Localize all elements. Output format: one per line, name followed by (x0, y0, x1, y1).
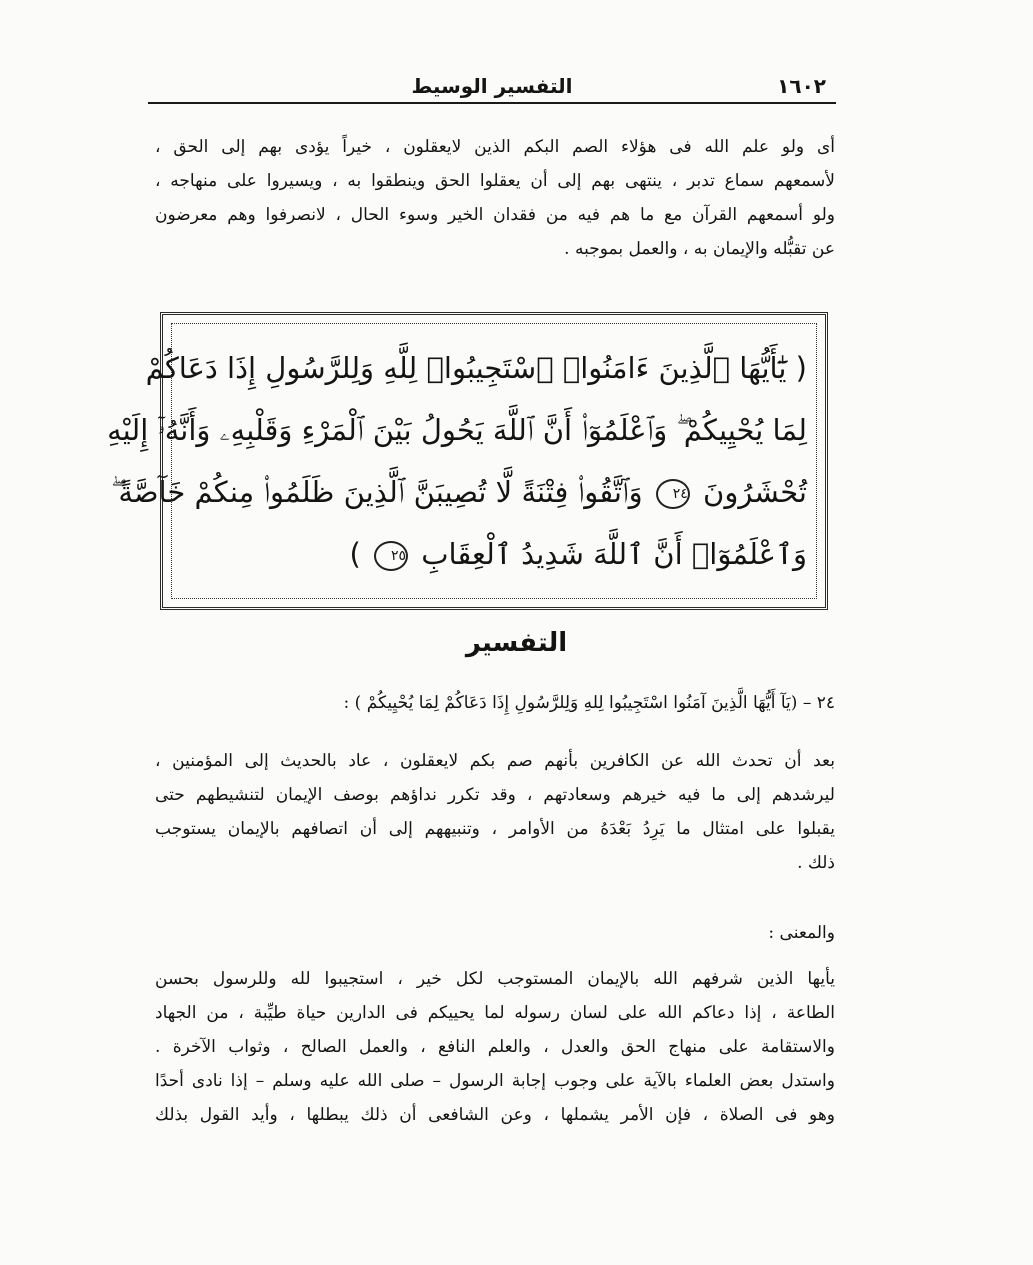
meaning-line: والاستقامة على منهاج الحق والعدل ، والعلم النافع ، والعمل الصالح ، وثواب الآخرة . (155, 1037, 835, 1057)
meaning-paragraph (155, 962, 835, 1132)
meaning-line: الطاعة ، إذا دعاكم الله على لسان رسوله لما يحييكم فى الدارين حياة طيِّبة ، من الجهاد (155, 1003, 835, 1023)
quran-verse-frame (107, 312, 828, 610)
commentary-line: ليرشدهم إلى ما فيه خيرهم وسعادتهم ، وقد تكرر نداؤهم بوصف الإيمان لتنشيطهم حتى (155, 785, 835, 805)
intro-line: عن تقبُّله والإيمان به ، والعمل بموجبه . (564, 239, 835, 259)
verse-line (181, 523, 807, 585)
intro-line: أى ولو علم الله فى هؤلاء الصم البكم الذين لايعقلون ، خيراً يؤدى بهم إلى الحق ، (155, 137, 835, 157)
ayah-number-marker: ٢٤ (656, 479, 690, 509)
verse-line: ( يَٰٓأَيُّهَا ٱلَّذِينَ ءَامَنُوا۟ ٱسْتَجِيبُوا۟ لِلَّهِ وَلِلرَّسُولِ إِذَا دَعَاكُمْ (145, 351, 807, 385)
commentary-paragraph (155, 744, 835, 880)
verse-segment: ) (349, 537, 361, 571)
intro-line: ولو أسمعهم القرآن مع ما هم فيه من فقدان الخير وسوء الحال ، لانصرفوا وهم معرضون (155, 205, 835, 225)
verse-line (111, 461, 807, 523)
commentary-line: ذلك . (797, 853, 835, 873)
intro-paragraph (155, 130, 835, 266)
verse-reference: ٢٤ – (يَآ أَيُّهَا الَّذِينَ آمَنُوا اسْتَجِيبُوا لِلهِ وَلِلرَّسُولِ إِذَا دَعَاكُمْ لِمَا يُحْيِيكُمْ ) : (343, 693, 835, 713)
meaning-line: وهو فى الصلاة ، فإن الأمر يشملها ، وعن الشافعى أن ذلك يبطلها ، وأيد القول بذلك (155, 1105, 835, 1125)
meaning-line: يأيها الذين شرفهم الله بالإيمان المستوجب لكل خير ، استجيبوا لله وللرسول بحسن (155, 969, 835, 989)
verse-line: لِمَا يُحْيِيكُمْ ۖ وَٱعْلَمُوٓا۟ أَنَّ ٱللَّهَ يَحُولُ بَيْنَ ٱلْمَرْءِ وَقَلْبِهِۦ وَأَنَّهُۥٓ إِلَيْهِ (107, 413, 807, 447)
section-heading: التفسير (465, 628, 568, 658)
commentary-line: بعد أن تحدث الله عن الكافرين بأنهم صم بكم لايعقلون ، عاد بالحديث إلى المؤمنين ، (155, 751, 835, 771)
running-title: التفسير الوسيط (411, 74, 573, 98)
intro-line: لأسمعهم سماع تدبر ، ينتهى بهم إلى أن يعقلوا الحق وينطقوا به ، ويسيروا على منهاجه ، (155, 171, 835, 191)
quran-verse-text (107, 337, 807, 585)
verse-segment: وَٱتَّقُوا۟ فِتْنَةً لَّا تُصِيبَنَّ ٱلَّذِينَ ظَلَمُوا۟ مِنكُمْ خَآصَّةً ۖ (111, 475, 643, 509)
page-header (148, 72, 836, 104)
page-number: ١٦٠٢ (777, 74, 826, 98)
verse-segment: وَٱعْلَمُوٓا۟ أَنَّ ٱللَّهَ شَدِيدُ ٱلْعِقَابِ (421, 537, 807, 571)
ayah-number-marker: ٢٥ (374, 541, 408, 571)
commentary-line: يقبلوا على امتثال ما يَرِدُ بَعْدَهُ من الأوامر ، وتنبيههم إلى أن اتصافهم بالإيمان يستوجب (155, 819, 835, 839)
meaning-line: واستدل بعض العلماء بالآية على وجوب إجابة الرسول – صلى الله عليه وسلم – إذا نادى أحدًا (155, 1071, 835, 1091)
verse-segment: تُحْشَرُونَ (703, 475, 807, 509)
meaning-label: والمعنى : (768, 923, 835, 943)
